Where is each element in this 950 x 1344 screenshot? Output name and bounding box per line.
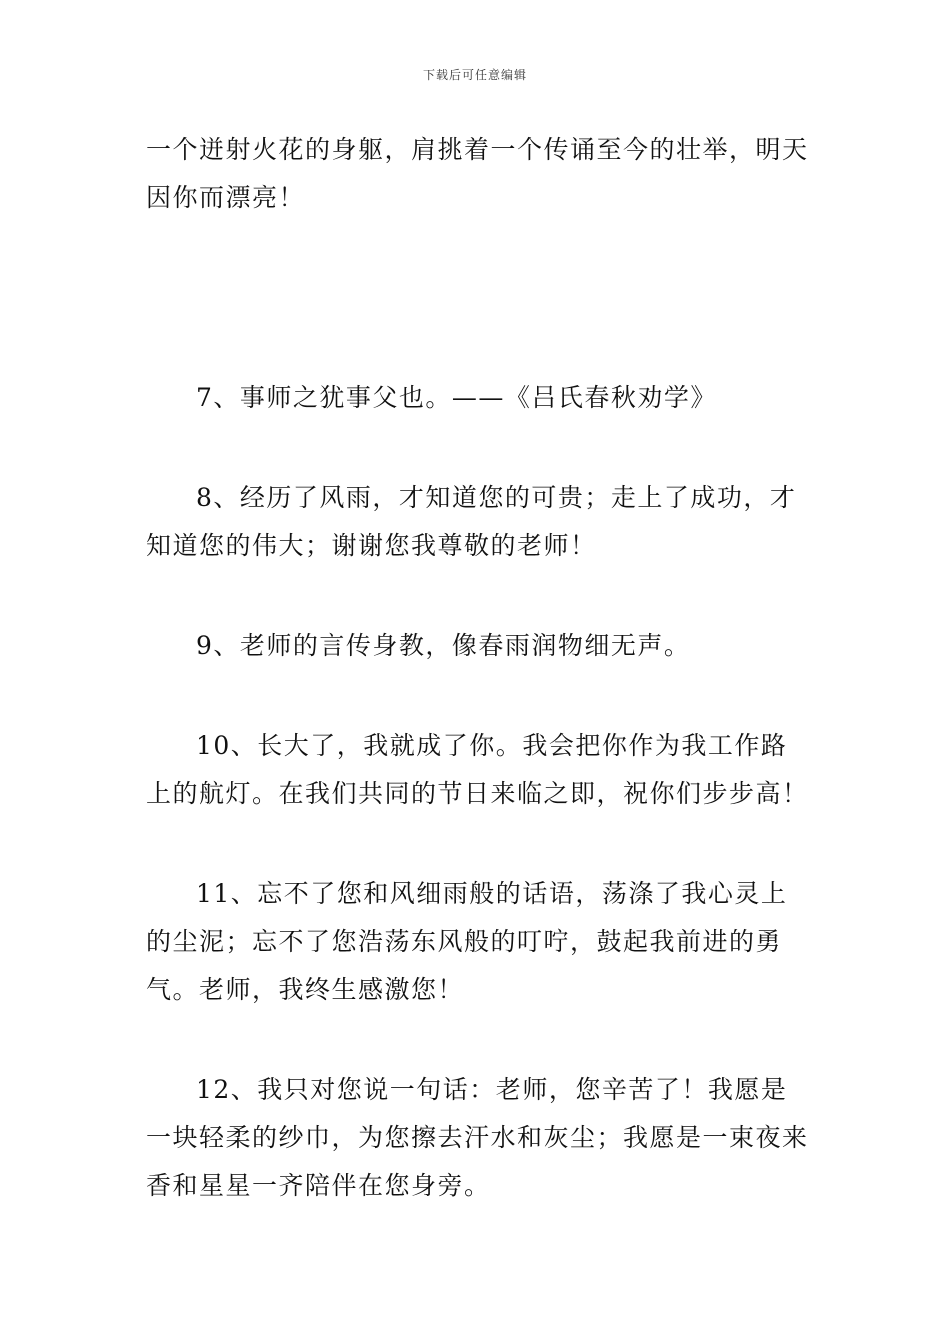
paragraph-item-10: 10、长大了，我就成了你。我会把你作为我工作路上的航灯。在我们共同的节日来临之即，祝你们步步高！ xyxy=(146,731,809,808)
paragraph-item-7: 7、事师之犹事父也。——《吕氏春秋劝学》 xyxy=(196,383,717,412)
paragraph-continuation: 一个迸射火花的身躯，肩挑着一个传诵至今的壮举，明天因你而漂亮！ xyxy=(146,135,809,212)
paragraph-item-12: 12、我只对您说一句话：老师，您辛苦了！我愿是一块轻柔的纱巾，为您擦去汗水和灰尘；我愿是一束夜来香和星星一齐陪伴在您身旁。 xyxy=(146,1075,809,1200)
page-header: 下载后可任意编辑 xyxy=(422,68,527,82)
paragraph-item-9: 9、老师的言传身教，像春雨润物细无声。 xyxy=(196,631,691,660)
paragraph-item-8: 8、经历了风雨，才知道您的可贵；走上了成功，才知道您的伟大；谢谢您我尊敬的老师！ xyxy=(146,483,797,560)
paragraph-item-11: 11、忘不了您和风细雨般的话语，荡涤了我心灵上的尘泥；忘不了您浩荡东风般的叮咛，鼓起我前进的勇气。老师，我终生感激您！ xyxy=(146,879,788,1004)
